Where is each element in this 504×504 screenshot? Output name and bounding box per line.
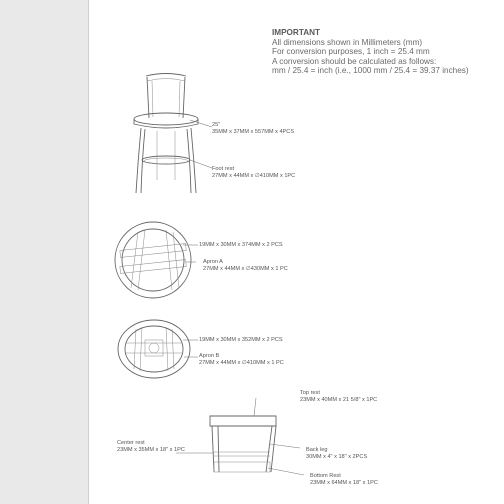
top-rest-label [300, 390, 377, 403]
back-leg-title: Back leg [306, 447, 328, 453]
notice-line-4: mm / 25.4 = inch (i.e., 1000 mm / 25.4 = 39.37 inches) [272, 66, 469, 76]
center-rest-title: Center rest [117, 440, 145, 446]
top-rest-title: Top rest [300, 390, 320, 396]
back-leg-spec: 30MM x 4" x 18" x 2PCS [306, 453, 368, 460]
foot-rest-spec: 27MM x 44MM x ∅410MM x 1PC [212, 172, 296, 179]
bar-stool-drawing [134, 74, 212, 194]
apron-a-title: Apron A [203, 259, 223, 265]
leg-spec: 35MM x 37MM x 557MM x 4PCS [212, 128, 295, 135]
bottom-rest-title: Bottom Rest [310, 473, 341, 479]
seat-b-slat-spec: 19MM x 30MM x 352MM x 2 PCS [199, 337, 283, 343]
apron-b-spec: 27MM x 44MM x ∅410MM x 1 PC [199, 359, 284, 366]
seat-a-drawing [115, 222, 198, 298]
stool-height-value: 25" [212, 122, 221, 128]
apron-b-label [199, 353, 284, 366]
bottom-rest-spec: 23MM x 64MM x 18" x 1PC [310, 479, 378, 486]
top-rest-spec: 23MM x 40MM x 21 5/8" x 1PC [300, 396, 378, 403]
apron-a-spec: 27MM x 44MM x ∅430MM x 1 PC [203, 265, 288, 272]
stool-height-label [212, 122, 294, 135]
notice-title: IMPORTANT [272, 28, 321, 37]
notice-line-2: For conversion purposes, 1 inch = 25.4 mm [272, 47, 430, 57]
apron-b-title: Apron B [199, 353, 220, 359]
back-leg-label [306, 447, 367, 460]
back-frame-drawing [176, 398, 304, 475]
notice-line-3: A conversion should be calculated as follows: [272, 56, 437, 66]
seat-a-slat-label [199, 242, 283, 249]
notice-line-1: All dimensions shown in Millimeters (mm) [272, 37, 423, 47]
seat-b-slat-label [199, 337, 283, 344]
bottom-rest-label [310, 473, 378, 486]
center-rest-spec: 23MM x 35MM x 18" x 1PC [117, 446, 185, 453]
apron-a-label [203, 259, 288, 272]
foot-rest-title: Foot rest [212, 166, 235, 172]
center-rest-label [117, 440, 185, 453]
seat-b-drawing [118, 320, 198, 378]
seat-a-slat-spec: 19MM x 30MM x 374MM x 2 PCS [199, 242, 283, 248]
foot-rest-label [212, 166, 295, 179]
